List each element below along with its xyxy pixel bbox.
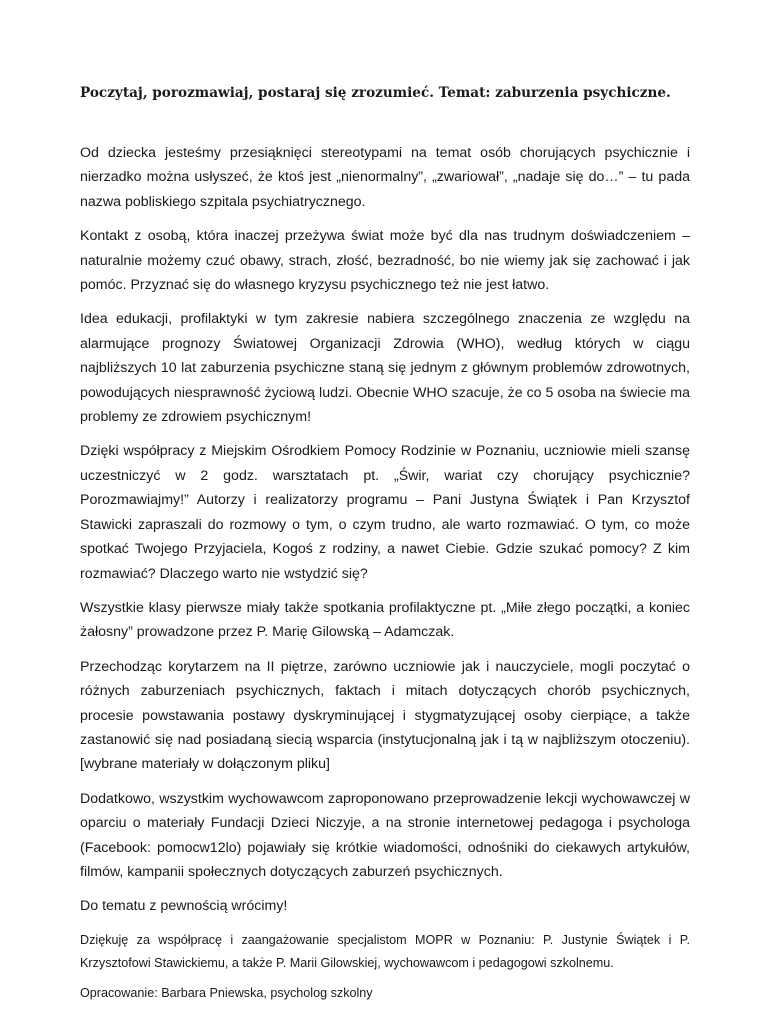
paragraph-who: Idea edukacji, profilaktyki w tym zakresie nabiera szczególnego znaczenia ze względu na alarmujące prognozy Światowej Organizacji Zdrowia (WHO), według których w ciągu najbliższych 10 lat zaburzenia psychiczne staną się jednym z głównym problemów zdrowotnych, powodujących niesprawność życiową ludzi. Obecnie WHO szacuje, że co 5 osoba na świecie ma problemy ze zdrowiem psychicznym! (80, 311, 690, 426)
paragraph-stereotypes: Od dziecka jesteśmy przesiąknięci stereotypami na temat osób chorujących psychicznie i nierzadko można usłyszeć, że ktoś jest „nienormalny”, „zwariował”, „nadaje się do…” – tu pada nazwa pobliskiego szpitala psychiatrycznego. (80, 145, 690, 210)
acknowledgement: Dziękuję za współpracę i zaangażowanie specjalistom MOPR w Poznaniu: P. Justynie Świątek i P. Krzysztofowi Stawickiemu, a także P. Marii Gilowskiej, wychowawcom i pedagogowi szkolnemu. (80, 932, 690, 970)
document-body (80, 141, 690, 1012)
paragraph-contact: Kontakt z osobą, która inaczej przeżywa świat może być dla nas trudnym doświadczeniem – naturalnie możemy czuć obawy, strach, złość, bezradność, bo nie wiemy jak się zachować i jak pomóc. Przyznać się do własnego kryzysu psychicznego też nie jest łatwo. (80, 228, 690, 294)
document-title: Poczytaj, porozmawiaj, postaraj się zrozumieć. Temat: zaburzenia psychiczne. (80, 85, 671, 101)
author-line: Opracowanie: Barbara Pniewska, psycholog szkolny (80, 985, 373, 1000)
paragraph-first-classes: Wszystkie klasy pierwsze miały także spotkania profilaktyczne pt. „Miłe złego początki, a koniec żałosny” prowadzone przez P. Marię Gilowską – Adamczak. (80, 599, 690, 641)
paragraph-workshops: Dzięki współpracy z Miejskim Ośrodkiem Pomocy Rodzinie w Poznaniu, uczniowie mieli szansę uczestniczyć w 2 godz. warsztatach pt. „Świr, wariat czy chorujący psychicznie? Porozmawiajmy!” Autorzy i realizatorzy programu – Pani Justyna Świątek i Pan Krzysztof Stawicki zapraszali do rozmowy o tym, o czym trudno, ale warto rozmawiać. O tym, co może spotkać Twojego Przyjaciela, Kogoś z rodziny, a nawet Ciebie. Gdzie szukać pomocy? Z kim rozmawiać? Dlaczego warto nie wstydzić się? (80, 443, 690, 582)
paragraph-additional: Dodatkowo, wszystkim wychowawcom zaproponowano przeprowadzenie lekcji wychowawczej w oparciu o materiały Fundacji Dzieci Niczyje, a na stronie internetowej pedagoga i psychologa (Facebook: pomocw12lo) pojawiały się krótkie wiadomości, odnośniki do ciekawych artykułów, filmów, kampanii społecznych dotyczących zaburzeń psychicznych. (80, 790, 690, 880)
paragraph-corridor: Przechodząc korytarzem na II piętrze, zarówno uczniowie jak i nauczyciele, mogli poczytać o różnych zaburzeniach psychicznych, faktach i mitach dotyczących chorób psychicznych, procesie powstawania postawy dyskryminującej i stygmatyzującej osoby cierpiące, a także zastanowić się nad posiadaną siecią wsparcia (instytucjonalną jak i tą w najbliższym otoczeniu). [wybrane materiały w dołączonym pliku] (80, 658, 690, 773)
paragraph-closing: Do tematu z pewnością wrócimy! (80, 898, 288, 915)
